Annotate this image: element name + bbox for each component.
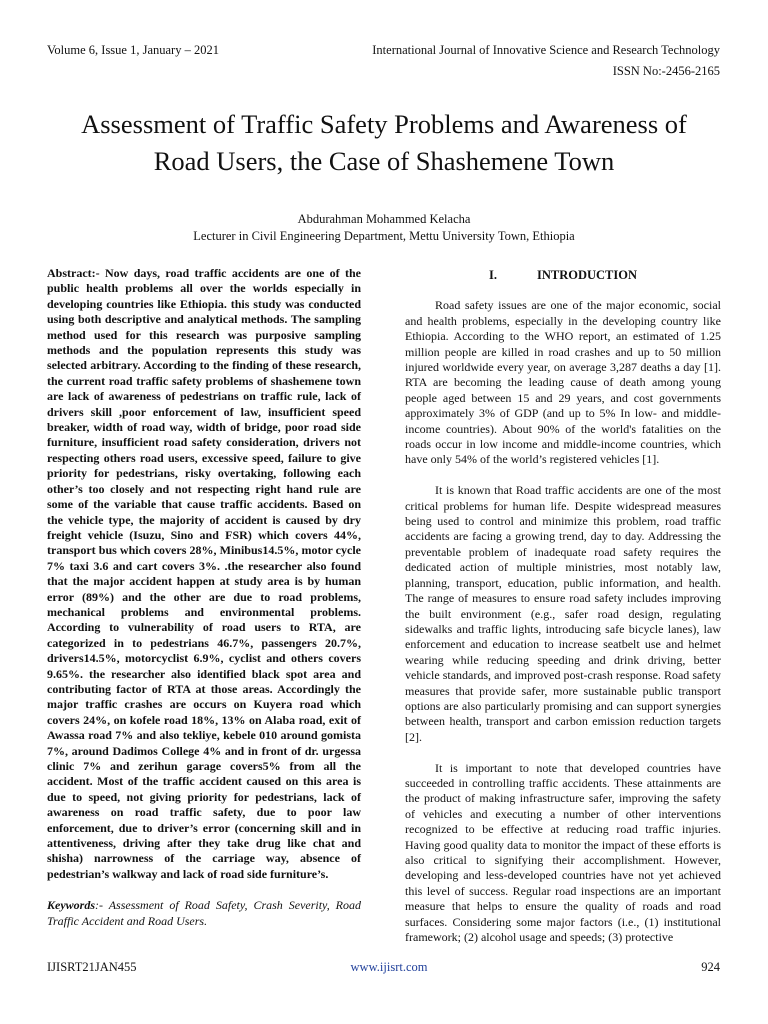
author-affiliation: Lecturer in Civil Engineering Department, Mettu University Town, Ethiopia: [193, 229, 575, 243]
paper-code: IJISRT21JAN455: [47, 960, 137, 974]
intro-paragraph-1: Road safety issues are one of the major economic, social and health problems, especially in the developing country like Ethiopia. According to the WHO report, an estimated of 1.25 million people are killed in road crashes and up to 50 million injured worldwide every year, on average 3,287 deaths a day [1]. RTA are becoming the leading cause of death among young people aged between 15 and 29 years, and cost governments approximately 3% of GDP (and up to 5% In low- and middle-income countries). About 90% of the world's fatalities on the roads occur in low income and middle-income countries, which have only 54% of the world’s registered vehicles [1].: [405, 298, 721, 467]
left-column: [47, 266, 361, 929]
keywords-text: :- Assessment of Road Safety, Crash Severity, Road Traffic Accident and Road Users.: [47, 898, 361, 928]
paper-title: Assessment of Traffic Safety Problems and Awareness of Road Users, the Case of Shashemene Town: [81, 108, 687, 176]
abstract: [47, 266, 361, 882]
right-column: [405, 268, 721, 961]
section-number: I.: [488, 268, 497, 282]
author-name: Abdurahman Mohammed Kelacha: [297, 212, 471, 226]
section-heading: [405, 268, 721, 283]
section-title: INTRODUCTION: [536, 268, 637, 282]
intro-paragraph-3: It is important to note that developed countries have succeeded in controlling traffic accidents. These attainments are the product of making infrastructure safer, improving the safety of vehicles and executing a number of other interventions recognized to be effective at reducing road traffic injuries. Having good quality data to monitor the impact of these efforts is also critical to signifying their accomplishment. However, developing and less-developed countries have not yet achieved this level of success. Regular road inspections are an important measure that helps to ensure the quality of roads and road surfaces. Considering some major factors (i.e., (1) institutional framework; (2) alcohol usage and speeds; (3) protective: [405, 760, 721, 945]
issn: ISSN No:-2456-2165: [612, 64, 720, 78]
keywords: [47, 898, 361, 929]
abstract-text: Now days, road traffic accidents are one of the public health problems all over the worlds especially in developing countries like Ethiopia. this study was conducted using both descriptive and analytical methods. The sampling method used for this research was purposive sampling methods and the population represents this study was selected arbitrary. According to the finding of these research, the current road traffic safety problems of shashemene town are lack of awareness of pedestrians on traffic rule, lack of drivers skill ,poor enforcement of law, insufficient speed breaker, width of road way, width of bridge, poor road side furniture, insufficient road safety consideration, drivers not respecting others road users, excessive speed, failure to give priority for pedestrians, risky overtaking, following each other’s too closely and not respecting right hand rule are some of the variable that cause traffic accidents. Based on the vehicle type, the majority of accident is caused by dry freight vehicle (Isuzu, Sino and FSR) which covers 44%, transport bus which covers 28%, Minibus14.5%, motor cycle 7% taxi 3.6 and cart covers 3%. .the researcher also found that the major accident happen at study area is by human error (89%) and the other are due to road problems, mechanical problems and environmental problems. According to vulnerability of road users to RTA, are categorized in to pedestrians 46.7%, passengers 20.7%, drivers14.5%, motorcyclist 6.9%, cyclist and others covers 9.65%. the researcher also identified black spot area and contributing factor of RTA at those areas. Accordingly the major traffic crashes are occurs on Kuyera road which covers 24%, on kofele road 18%, 13% on Alaba road, exit of Awassa road 7% and also tekliye, kebele 010 around gomista 7%, around Dadimos College 4% and in front of dr. urgessa clinic 7% and zerihun garage covers5% from all the accident. Most of the traffic accident caused on this area is due to speed, not giving priority for pedestrians, lack of awareness on road traffic safety, due to poor law enforcement, due to driver’s error (concerning skill and in attentiveness, driving after they take drug like chat and shisha) narrowness of the carriage way, absence of pedestrian’s walkway and lack of road side furniture’s.: [47, 266, 362, 881]
keywords-label: Keywords: [47, 898, 95, 913]
journal-website-link[interactable]: www.ijisrt.com: [350, 960, 428, 974]
abstract-label: Abstract:-: [47, 266, 100, 280]
journal-name: International Journal of Innovative Science and Research Technology: [372, 43, 720, 57]
volume-info: Volume 6, Issue 1, January – 2021: [47, 43, 219, 57]
page-number: 924: [701, 960, 720, 974]
intro-paragraph-2: It is known that Road traffic accidents are one of the most critical problems for human life. Despite widespread measures being used to control and minimize this problem, road traffic accidents are facing a growing trend, day to day. Addressing the preventable problem of inadequate road safety requires the dedicated action of multiple ministries, most notably law, planning, transport, education, public information, and health. The range of measures to ensure road safety includes improving the built environment (e.g., safer road design, regulating sidewalks and traffic lights, introducing safe bicycle lanes), law enforcement and education to increase seatbelt use and helmet wearing while reducing speeding and drink driving, better vehicle standards, and improved post-crash response. Road safety measures that provide safer, more sustainable public transport options are also particularly promising and can support synergies between health, transport and carbon emission reduction targets [2].: [405, 483, 721, 744]
